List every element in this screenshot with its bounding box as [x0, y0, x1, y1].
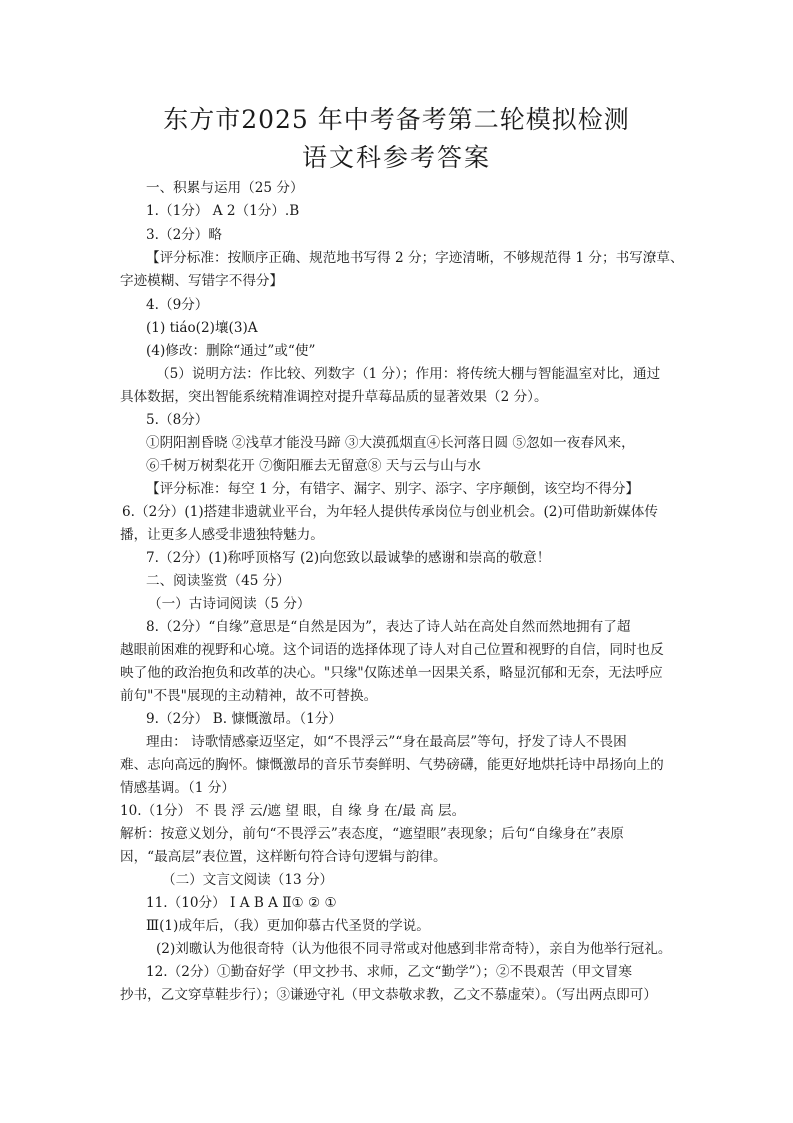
answer-line: 1.（1分） A 2（1分）.B: [146, 203, 300, 219]
document-title: 东方市2025 年中考备考第二轮模拟检测: [163, 105, 630, 134]
subsection-heading: （一）古诗词阅读（5 分）: [148, 596, 311, 612]
answer-line: 情感基调。（1 分）: [120, 780, 235, 796]
scoring-note: 【评分标准：按顺序正确、规范地书写得 2 分；字迹清晰，不够规范得 1 分；书写潦草、: [146, 250, 684, 266]
answer-line: (1) tiáo(2)壤(3)A: [146, 320, 258, 336]
answer-line: 越眼前困难的视野和心境。这个词语的选择体现了诗人对自己位置和视野的自信，同时也反: [120, 642, 664, 658]
scoring-note: 【评分标准：每空 1 分，有错字、漏字、别字、添字、字序颠倒，该空均不得分】: [146, 481, 640, 497]
answer-line: Ⅲ(1)成年后，（我）更加仰慕古代圣贤的学说。: [146, 918, 430, 934]
answer-line: ①阴阳割昏晓 ②浅草才能没马蹄 ③大漠孤烟直④长河落日圆 ⑤忽如一夜春风来，: [146, 435, 635, 451]
answer-line: 理由： 诗歌情感豪迈坚定，如“不畏浮云”“身在最高层”等句，抒发了诗人不畏困: [146, 734, 627, 750]
answer-line: 解析：按意义划分，前句“不畏浮云”表态度，“遮望眼”表现象；后句“自缘身在”表原: [120, 826, 624, 842]
answer-line: 10.（1分） 不 畏 浮 云/遮 望 眼，自 缘 身 在/最 高 层。: [120, 803, 466, 819]
answer-line: 具体数据，突出智能系统精准调控对提升草莓品质的显著效果（2 分）。: [120, 389, 548, 405]
answer-line: 4.（9分）: [146, 297, 209, 313]
answer-line: ⑥千树万树梨花开 ⑦衡阳雁去无留意⑧ 天与云与山与水: [146, 458, 481, 474]
answer-line: 11.（10分） Ⅰ A B A Ⅱ① ② ①: [146, 895, 337, 911]
answer-line: 映了他的政治抱负和改革的决心。"只缘"仅陈述单一因果关系，略显沉郁和无奈，无法呼应: [120, 665, 663, 681]
section-heading: 二、阅读鉴赏（45 分）: [146, 573, 290, 589]
scoring-note: 字迹模糊、写错字不得分】: [120, 273, 284, 289]
answer-line: 播，让更多人感受非遗独特魅力。: [120, 527, 324, 543]
answer-line: 12.（2分）①勤奋好学（甲文抄书、求师，乙文“勤学”）；②不畏艰苦（甲文冒寒: [146, 964, 632, 980]
answer-line: 因，“最高层”表位置，这样断句符合诗句逻辑与韵律。: [120, 849, 447, 865]
answer-line: 7.（2分）(1)称呼顶格写 (2)向您致以最诚挚的感谢和崇高的敬意！: [146, 550, 551, 566]
answer-line: 9.（2分） B. 慷慨激昂。（1分）: [146, 711, 342, 727]
answer-line: (2)刘曒认为他很奇特（认为他很不同寻常或对他感到非常奇特），亲自为他举行冠礼。: [156, 941, 672, 957]
answer-line: 前句"不畏"展现的主动精神，故不可替换。: [120, 688, 378, 704]
answer-line: (4)修改：删除“通过”或“使”: [146, 343, 316, 359]
subsection-heading: （二）文言文阅读（13 分）: [162, 872, 334, 888]
answer-line: 6.（2分）(1)搭建非遗就业平台，为年轻人提供传承岗位与创业机会。(2)可借助新媒体传: [122, 504, 658, 520]
document-subtitle: 语文科参考答案: [301, 143, 491, 172]
answer-line: 8.（2分）“自缘”意思是“自然是因为”，表达了诗人站在高处自然而然地拥有了超: [146, 619, 631, 635]
section-heading: 一、积累与运用（25 分）: [146, 180, 304, 196]
answer-line: 抄书，乙文穿草鞋步行）；③谦逊守礼（甲文恭敬求教，乙文不慕虚荣）。（写出两点即可）: [120, 987, 657, 1003]
answer-line: 难、志向高远的胸怀。慷慨激昂的音乐节奏鲜明、气势磅礴，能更好地烘托诗中昂扬向上的: [120, 757, 664, 773]
answer-line: 5.（8分）: [146, 412, 209, 428]
answer-line: 3.（2分）略: [146, 227, 222, 243]
answer-line: （5）说明方法：作比较、列数字（1 分）；作用：将传统大棚与智能温室对比，通过: [156, 366, 661, 382]
